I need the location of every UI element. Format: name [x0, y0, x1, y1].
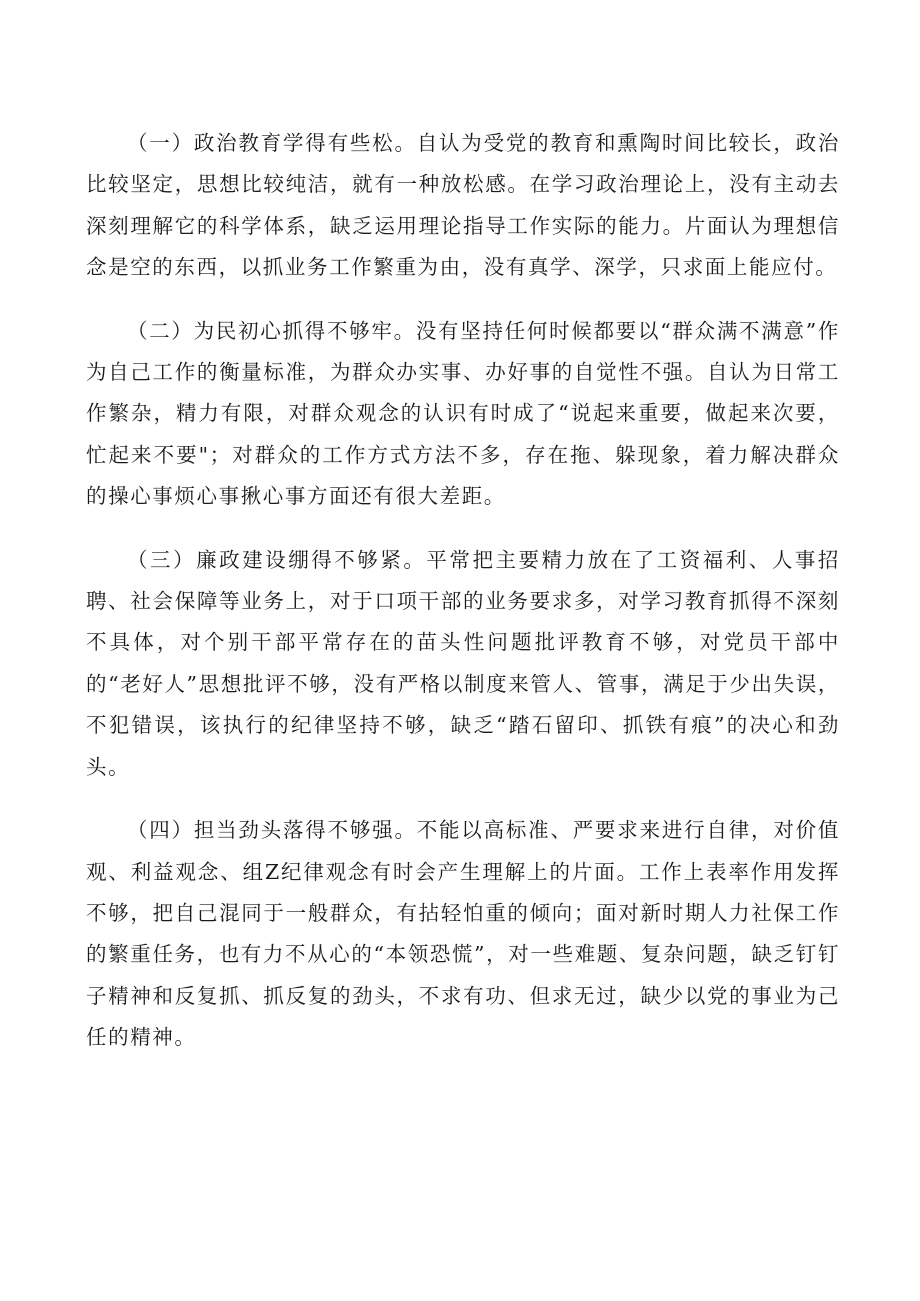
document-body — [86, 123, 840, 1059]
paragraph-4: （四）担当劲头落得不够强。不能以高标准、严要求来进行自律，对价值观、利益观念、组Z纪律观念有时会产生理解上的片面。工作上表率作用发挥不够，把自己混同于一般群众，有拈轻怕重的倾向；面对新时期人力社保工作的繁重任务，也有力不从心的“本领恐慌”，对一些难题、复杂问题，缺乏钉钉子精神和反复抓、抓反复的劲头，不求有功、但求无过，缺少以党的事业为己任的精神。 — [86, 818, 840, 1050]
paragraph-2: （二）为民初心抓得不够牢。没有坚持任何时候都要以“群众满不满意”作为自己工作的衡量标准，为群众办实事、办好事的自觉性不强。自认为日常工作繁杂，精力有限，对群众观念的认识有时成了“说起来重要，做起来次要，忙起来不要"；对群众的工作方式方法不多，存在拖、躲现象，着力解决群众的操心事烦心事揪心事方面还有很大差距。 — [86, 318, 840, 509]
paragraph-3: （三）廉政建设绷得不够紧。平常把主要精力放在了工资福利、人事招聘、社会保障等业务上，对于口项干部的业务要求多，对学习教育抓得不深刻不具体，对个别干部平常存在的苗头性问题批评教育不够，对党员干部中的“老好人”思想批评不够，没有严格以制度来管人、管事，满足于少出失误，不犯错误，该执行的纪律坚持不够，缺乏“踏石留印、抓铁有痕”的决心和劲头。 — [86, 547, 840, 779]
paragraph-1: （一）政治教育学得有些松。自认为受党的教育和熏陶时间比较长，政治比较坚定，思想比较纯洁，就有一种放松感。在学习政治理论上，没有主动去深刻理解它的科学体系，缺乏运用理论指导工作实际的能力。片面认为理想信念是空的东西，以抓业务工作繁重为由，没有真学、深学，只求面上能应付。 — [86, 131, 840, 280]
